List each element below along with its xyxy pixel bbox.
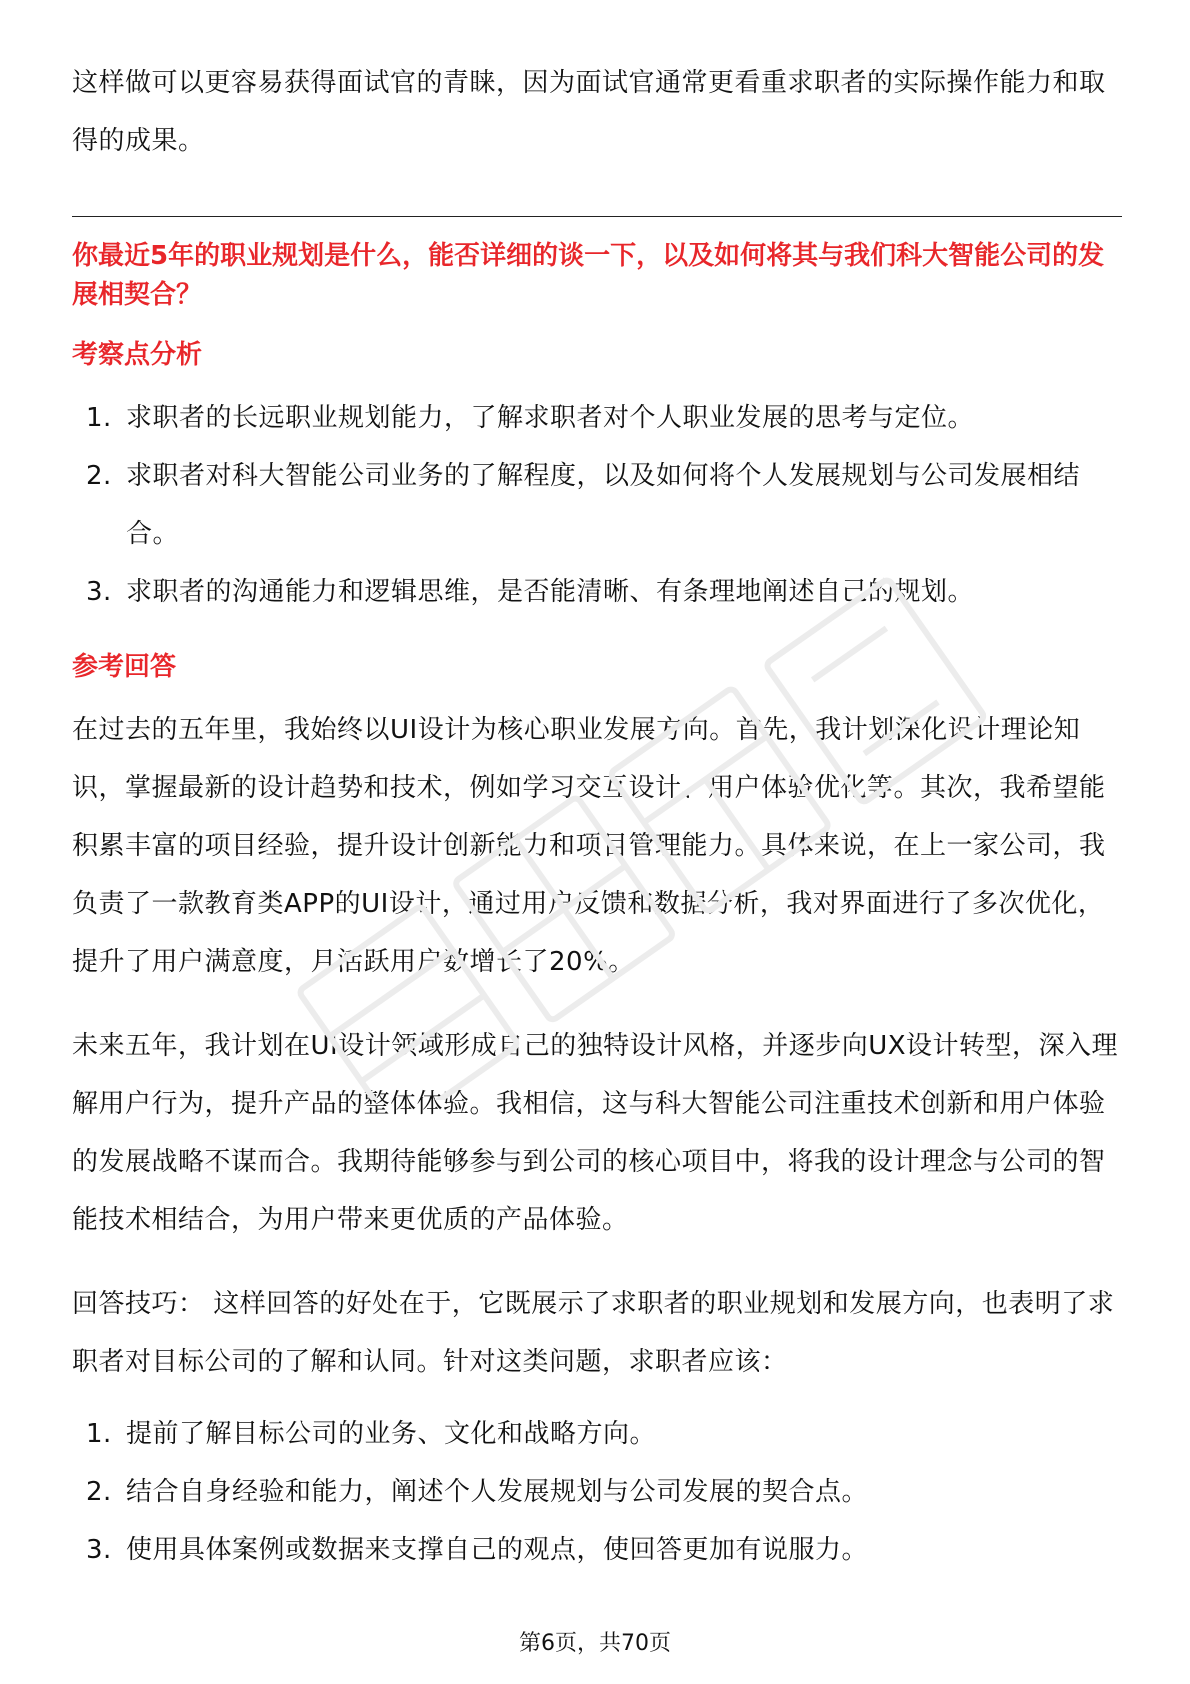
list-item-text: 结合自身经验和能力，阐述个人发展规划与公司发展的契合点。 (126, 1477, 869, 1507)
list-number: 3. (86, 1535, 112, 1565)
analysis-heading: 考察点分析 (72, 340, 203, 370)
list-gap (72, 1391, 1122, 1405)
list-number: 1. (86, 1419, 112, 1449)
tips-list (72, 1405, 1122, 1579)
list-item (72, 447, 1122, 563)
list-item-text: 提前了解目标公司的业务、文化和战略方向。 (126, 1419, 657, 1449)
paragraph-gap (72, 1249, 1122, 1275)
list-number: 2. (86, 461, 112, 491)
list-item-text: 求职者的沟通能力和逻辑思维，是否能清晰、有条理地阐述自己的规划。 (126, 577, 975, 607)
answer-paragraph: 未来五年，我计划在UI设计领域形成自己的独特设计风格，并逐步向UX设计转型，深入理解用户行为，提升产品的整体体验。我相信，这与科大智能公司注重技术创新和用户体验的发展战略不谋而合。我期待能够参与到公司的核心项目中，将我的设计理念与公司的智能技术相结合，为用户带来更优质的产品体验。 (72, 1031, 1119, 1235)
list-item-text: 使用具体案例或数据来支撑自己的观点，使回答更加有说服力。 (126, 1535, 869, 1565)
analysis-list (72, 389, 1122, 621)
paragraph-gap (72, 991, 1122, 1017)
list-item (72, 1521, 1122, 1579)
intro-continuation: 这样做可以更容易获得面试官的青睐，因为面试官通常更看重求职者的实际操作能力和取得的成果。 (72, 68, 1106, 156)
answer-heading: 参考回答 (72, 652, 177, 682)
list-number: 1. (86, 403, 112, 433)
list-item (72, 1463, 1122, 1521)
list-item (72, 389, 1122, 447)
list-item-text: 求职者的长远职业规划能力，了解求职者对个人职业发展的思考与定位。 (126, 403, 975, 433)
list-item (72, 1405, 1122, 1463)
list-number: 2. (86, 1477, 112, 1507)
page-content (72, 54, 1122, 1579)
interview-question: 你最近5年的职业规划是什么，能否详细的谈一下，以及如何将其与我们科大智能公司的发展相契合？ (72, 241, 1105, 310)
page-footer: 第6页，共70页 (519, 1631, 671, 1656)
tips-lead: 回答技巧： 这样回答的好处在于，它既展示了求职者的职业规划和发展方向，也表明了求职者对目标公司的了解和认同。针对这类问题，求职者应该： (72, 1289, 1115, 1377)
list-number: 3. (86, 577, 112, 607)
list-item-text: 求职者对科大智能公司业务的了解程度，以及如何将个人发展规划与公司发展相结合。 (126, 461, 1081, 549)
list-item (72, 563, 1122, 621)
section-divider (72, 216, 1122, 217)
answer-paragraph: 在过去的五年里，我始终以UI设计为核心职业发展方向。首先，我计划深化设计理论知识，掌握最新的设计趋势和技术，例如学习交互设计、用户体验优化等。其次，我希望能积累丰富的项目经验，提升设计创新能力和项目管理能力。具体来说，在上一家公司，我负责了一款教育类APP的UI设计，通过用户反馈和数据分析，我对界面进行了多次优化，提升了用户满意度，月活跃用户数增长了20%。 (72, 715, 1106, 977)
